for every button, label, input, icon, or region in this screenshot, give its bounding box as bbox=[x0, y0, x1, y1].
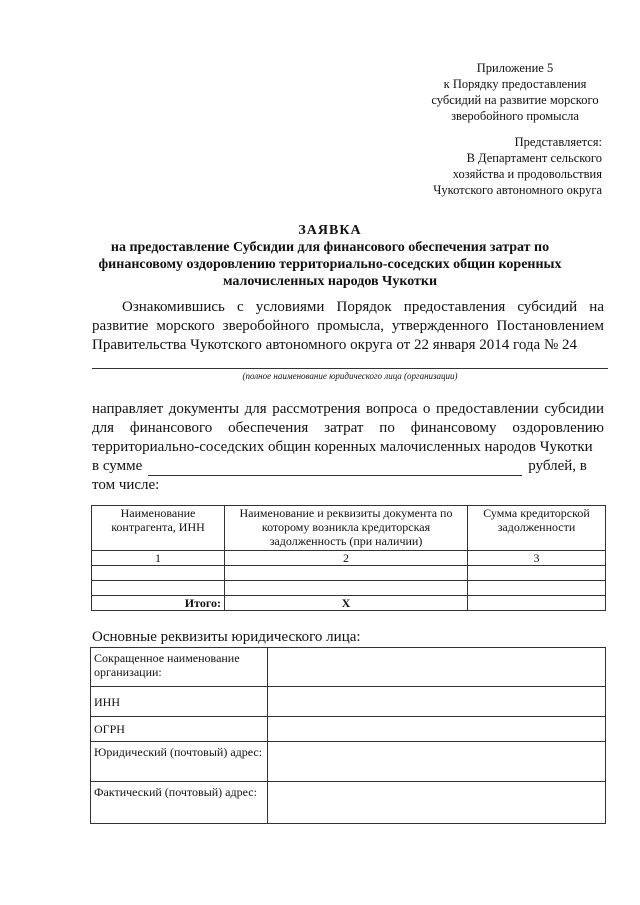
table-row bbox=[91, 648, 606, 687]
table-row bbox=[91, 717, 606, 742]
table-number-cell: 1 bbox=[92, 551, 225, 566]
total-label: Итого: bbox=[92, 596, 225, 611]
org-name-line[interactable] bbox=[92, 368, 608, 369]
recipient-line: Представляется: bbox=[514, 135, 602, 149]
requisites-heading: Основные реквизиты юридического лица: bbox=[92, 629, 361, 645]
appendix-block bbox=[430, 60, 600, 124]
requisite-label: Юридический (почтовый) адрес: bbox=[91, 742, 268, 782]
appendix-line: субсидий на развитие морского bbox=[431, 93, 599, 107]
requisite-value[interactable] bbox=[268, 687, 606, 717]
requisites-table bbox=[90, 647, 606, 824]
table-row bbox=[91, 687, 606, 717]
requisite-label: Сокращенное наименование организации: bbox=[91, 648, 268, 687]
recipient-line: В Департамент сельского bbox=[466, 151, 602, 165]
requisite-label: ИНН bbox=[91, 687, 268, 717]
recipient-line: хозяйства и продовольствия bbox=[452, 167, 602, 181]
title-sub: финансовому оздоровлению территориально-соседских общин коренных bbox=[98, 257, 562, 272]
table-number-cell: 2 bbox=[225, 551, 468, 566]
table-header-cell: Наименование контрагента, ИНН bbox=[92, 506, 225, 551]
appendix-line: зверобойного промысла bbox=[451, 109, 579, 123]
table-number-row bbox=[92, 551, 606, 566]
body-paragraph: направляет документы для рассмотрения вопроса о предоставлении субсидии для финансового обеспечения затрат по финансовому оздоровлению территориально-соседских общин коренных малочисленных народов Чукотки bbox=[92, 401, 604, 455]
org-name-hint: (полное наименование юридического лица (организации) bbox=[242, 371, 458, 381]
table-header-cell: Наименование и реквизиты документа по которому возникла кредиторская задолженность (при наличии) bbox=[225, 506, 468, 551]
title-main: ЗАЯВКА bbox=[298, 223, 362, 238]
table-header-cell: Сумма кредиторской задолженности bbox=[468, 506, 606, 551]
total-value-cell[interactable] bbox=[468, 596, 606, 611]
table-cell[interactable] bbox=[92, 566, 225, 581]
appendix-line: к Порядку предоставления bbox=[443, 77, 587, 91]
requisite-value[interactable] bbox=[268, 717, 606, 742]
table-cell[interactable] bbox=[468, 581, 606, 596]
table-row bbox=[91, 782, 606, 824]
table-cell[interactable] bbox=[468, 566, 606, 581]
appendix-line: Приложение 5 bbox=[476, 61, 554, 75]
sum-prefix: в сумме bbox=[92, 458, 143, 474]
intro-paragraph: Ознакомившись с условиями Порядок предоставления субсидий на развитие морского зверобойного промысла, утвержденного Постановлением Правительства Чукотского автономного округа от 22 января 2014 года № 24 bbox=[92, 299, 604, 353]
requisite-value[interactable] bbox=[268, 648, 606, 687]
sum-row bbox=[92, 457, 604, 476]
title-sub: на предоставление Субсидии для финансового обеспечения затрат по bbox=[110, 240, 550, 255]
table-cell[interactable] bbox=[225, 581, 468, 596]
table-number-cell: 3 bbox=[468, 551, 606, 566]
body-tail: том числе: bbox=[92, 477, 160, 493]
table-row[interactable] bbox=[92, 581, 606, 596]
requisite-value[interactable] bbox=[268, 742, 606, 782]
sum-input-line[interactable] bbox=[148, 461, 522, 476]
table-header-row bbox=[92, 506, 606, 551]
sum-suffix: рублей, в bbox=[528, 458, 587, 474]
requisite-label: Фактический (почтовый) адрес: bbox=[91, 782, 268, 824]
creditors-table bbox=[91, 505, 606, 611]
table-row bbox=[91, 742, 606, 782]
title-sub: малочисленных народов Чукотки bbox=[222, 274, 438, 289]
requisite-value[interactable] bbox=[268, 782, 606, 824]
requisite-label: ОГРН bbox=[91, 717, 268, 742]
table-cell[interactable] bbox=[225, 566, 468, 581]
table-total-row bbox=[92, 596, 606, 611]
recipient-block bbox=[433, 134, 602, 198]
table-cell[interactable] bbox=[92, 581, 225, 596]
total-mark: Х bbox=[225, 596, 468, 611]
recipient-line: Чукотского автономного округа bbox=[433, 183, 602, 197]
table-row[interactable] bbox=[92, 566, 606, 581]
document-title bbox=[60, 222, 600, 290]
